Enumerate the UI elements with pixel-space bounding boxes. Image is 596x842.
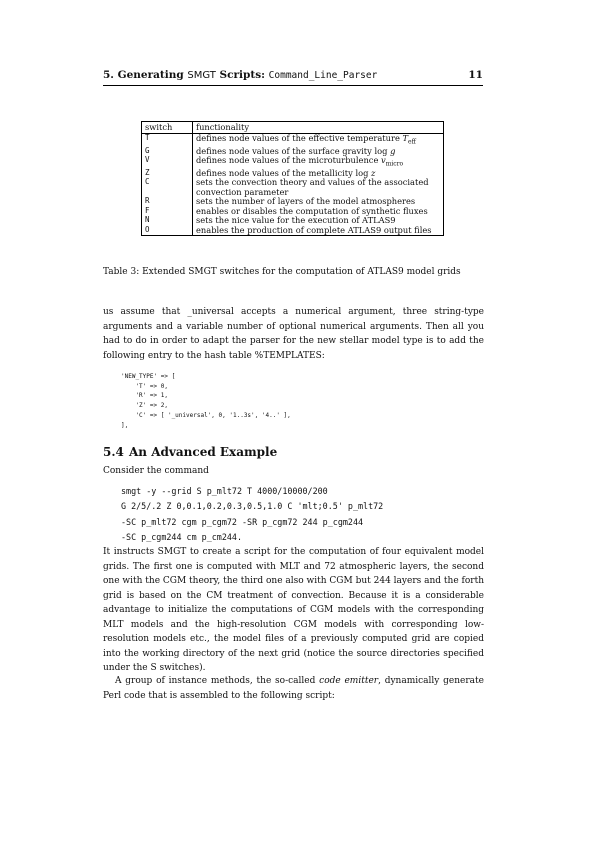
- switch-table: [141, 121, 444, 236]
- table-cell-switch: T: [142, 134, 193, 147]
- table-header-switch: switch: [142, 122, 193, 134]
- paragraph-code-emitter: A group of instance methods, the so-called code emitter, dynamically generate Perl code that is assembled to the following script:: [103, 676, 484, 701]
- table-cell-function: enables the production of complete ATLAS9 output files: [193, 226, 444, 236]
- table-cell-switch: R: [142, 197, 193, 206]
- table-cell-function: defines node values of the surface gravity log g: [193, 147, 444, 156]
- table-cell-function: defines node values of the microturbulence $v_{micro}$: [193, 156, 444, 168]
- table-cell-switch: F: [142, 207, 193, 216]
- section-title: An Advanced Example: [129, 445, 278, 459]
- section-heading: [103, 445, 277, 459]
- header-smgt: SMGT: [187, 70, 216, 81]
- code-block-templates: 'NEW_TYPE' => [ 'T' => 0, 'R' => 1, 'Z' => 2, 'C' => [ '_universal', 0, '1..3s', '4..' ], ],: [121, 373, 291, 429]
- table-cell-function: convection parameter: [193, 188, 444, 197]
- table-cell-switch: C: [142, 178, 193, 187]
- header-title: [103, 69, 377, 81]
- table-header-functionality: functionality: [193, 122, 444, 134]
- table-cell-function: defines node values of the effective temperature $T_{eff}$: [193, 134, 444, 147]
- table-row: [142, 134, 444, 147]
- header-scripts: Scripts:: [219, 69, 266, 81]
- section-number: 5.4: [103, 445, 124, 459]
- table-cell-switch: G: [142, 147, 193, 156]
- table-caption: Table 3: Extended SMGT switches for the computation of ATLAS9 model grids: [103, 267, 461, 277]
- table-row: [142, 156, 444, 168]
- table-cell-switch: N: [142, 216, 193, 225]
- table-cell-switch: O: [142, 226, 193, 236]
- paragraph-consider: Consider the command: [103, 466, 209, 476]
- table-cell-function: sets the convection theory and values of the associated: [193, 178, 444, 187]
- table-cell-function: sets the nice value for the execution of ATLAS9: [193, 216, 444, 225]
- header-section: 5. Generating: [103, 69, 184, 81]
- running-header: [103, 69, 483, 83]
- paragraph-parser-intro: us assume that _universal accepts a numerical argument, three string-type arguments and a variable number of optional numerical arguments. Then all you had to do in order to adapt the parser for the new stellar model type is to add the following entry to the hash table %TEMPLATES:: [103, 307, 484, 361]
- table-cell-function: enables or disables the computation of synthetic fluxes: [193, 207, 444, 216]
- code-block-command: smgt -y --grid S p_mlt72 T 4000/10000/200 G 2/5/.2 Z 0,0.1,0.2,0.3,0.5,1.0 C 'mlt;0.5' p_mlt72 -SC p_mlt72 cgm p_cgm72 -SR p_cgm72 244 p_cgm244 -SC p_cgm244 cm p_cm244.: [121, 486, 384, 542]
- table-row: [142, 178, 444, 187]
- table-header-row: [142, 122, 444, 134]
- header-rule: [103, 85, 483, 86]
- table-cell-switch: V: [142, 156, 193, 168]
- table-cell-function: sets the number of layers of the model atmospheres: [193, 197, 444, 206]
- header-subject: Command_Line_Parser: [268, 70, 378, 81]
- page-number: 11: [468, 69, 483, 81]
- table-row: [142, 226, 444, 236]
- table-cell-function: defines node values of the metallicity log z: [193, 169, 444, 178]
- paragraph-explanation: It instructs SMGT to create a script for the computation of four equivalent model grids. The first one is computed with MLT and 72 atmospheric layers, the second one with the CGM theory, the third one also with CGM but 244 layers and the forth grid is based on the CM treatment of convection. Because it is a considerable advantage to initialize the computations of CGM models with the corresponding MLT models and the high-resolution CGM models with corresponding low-resolution models etc., the model files of a previously computed grid are copied into the working directory of the next grid (notice the source directories specified under the S switches).: [103, 547, 484, 673]
- table-cell-switch: Z: [142, 169, 193, 178]
